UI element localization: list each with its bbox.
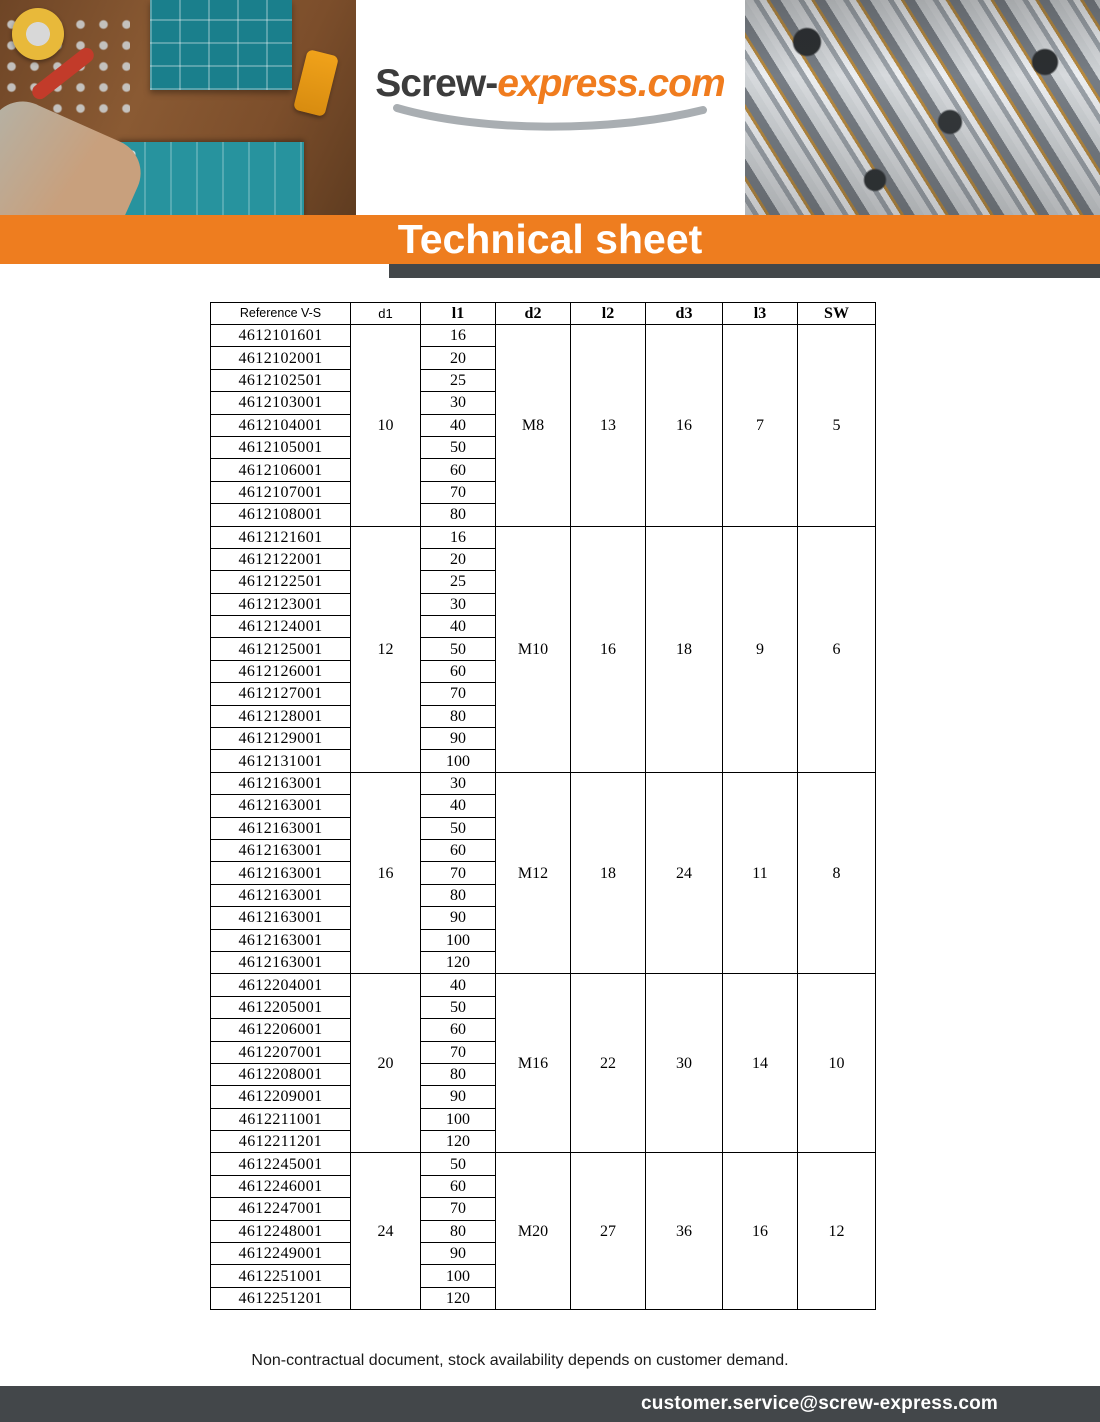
l1-cell: 120 — [421, 1287, 496, 1309]
reference-cell: 4612126001 — [211, 660, 351, 682]
column-header: d2 — [496, 303, 571, 325]
l3-cell: 7 — [723, 325, 798, 527]
spec-table-body — [211, 325, 876, 1310]
table-row — [211, 325, 876, 347]
reference-cell: 4612101601 — [211, 325, 351, 347]
l1-cell: 80 — [421, 1220, 496, 1242]
l1-cell: 30 — [421, 392, 496, 414]
sw-cell: 10 — [798, 974, 876, 1153]
l1-cell: 90 — [421, 1086, 496, 1108]
l1-cell: 80 — [421, 884, 496, 906]
l1-cell: 40 — [421, 795, 496, 817]
screws-pile-photo — [745, 0, 1100, 215]
reference-cell: 4612251001 — [211, 1265, 351, 1287]
l3-cell: 16 — [723, 1153, 798, 1310]
reference-cell: 4612129001 — [211, 728, 351, 750]
reference-cell: 4612247001 — [211, 1198, 351, 1220]
l1-cell: 70 — [421, 481, 496, 503]
column-header: d3 — [646, 303, 723, 325]
l1-cell: 80 — [421, 504, 496, 526]
workbench-photo — [0, 0, 356, 215]
header-row — [211, 303, 876, 325]
l1-cell: 80 — [421, 705, 496, 727]
reference-cell: 4612163001 — [211, 817, 351, 839]
l1-cell: 60 — [421, 459, 496, 481]
banner — [0, 215, 1100, 264]
d2-cell: M16 — [496, 974, 571, 1153]
banner-title: Technical sheet — [397, 216, 703, 262]
table-row — [211, 526, 876, 548]
l1-cell: 25 — [421, 369, 496, 391]
l1-cell: 50 — [421, 996, 496, 1018]
d2-cell: M8 — [496, 325, 571, 527]
reference-cell: 4612124001 — [211, 616, 351, 638]
reference-cell: 4612103001 — [211, 392, 351, 414]
logo-text-express: express.com — [497, 62, 725, 105]
l1-cell: 20 — [421, 548, 496, 570]
reference-cell: 4612104001 — [211, 414, 351, 436]
reference-cell: 4612163001 — [211, 839, 351, 861]
table-row — [211, 1153, 876, 1175]
l1-cell: 40 — [421, 974, 496, 996]
l1-cell: 100 — [421, 1108, 496, 1130]
d1-cell: 24 — [351, 1153, 421, 1310]
l1-cell: 60 — [421, 660, 496, 682]
reference-cell: 4612122001 — [211, 548, 351, 570]
table-row — [211, 974, 876, 996]
reference-cell: 4612163001 — [211, 795, 351, 817]
column-header: l1 — [421, 303, 496, 325]
l1-cell: 60 — [421, 1175, 496, 1197]
d2-cell: M12 — [496, 772, 571, 974]
d3-cell: 30 — [646, 974, 723, 1153]
reference-cell: 4612163001 — [211, 951, 351, 973]
l1-cell: 80 — [421, 1063, 496, 1085]
reference-cell: 4612251201 — [211, 1287, 351, 1309]
reference-cell: 4612127001 — [211, 683, 351, 705]
l1-cell: 90 — [421, 728, 496, 750]
column-header: l3 — [723, 303, 798, 325]
l1-cell: 30 — [421, 772, 496, 794]
reference-cell: 4612163001 — [211, 862, 351, 884]
column-header: Reference V-S — [211, 303, 351, 325]
l1-cell: 90 — [421, 1243, 496, 1265]
logo-text — [360, 62, 740, 106]
reference-cell: 4612204001 — [211, 974, 351, 996]
reference-cell: 4612163001 — [211, 884, 351, 906]
logo-text-screw: Screw- — [375, 62, 498, 105]
l1-cell: 70 — [421, 683, 496, 705]
reference-cell: 4612125001 — [211, 638, 351, 660]
l1-cell: 16 — [421, 325, 496, 347]
l1-cell: 50 — [421, 436, 496, 458]
bottom-bar — [0, 1386, 1100, 1422]
l1-cell: 50 — [421, 638, 496, 660]
d3-cell: 16 — [646, 325, 723, 527]
reference-cell: 4612163001 — [211, 907, 351, 929]
l2-cell: 18 — [571, 772, 646, 974]
d1-cell: 20 — [351, 974, 421, 1153]
l1-cell: 25 — [421, 571, 496, 593]
reference-cell: 4612208001 — [211, 1063, 351, 1085]
reference-cell: 4612249001 — [211, 1243, 351, 1265]
reference-cell: 4612122501 — [211, 571, 351, 593]
d3-cell: 24 — [646, 772, 723, 974]
screw-tray-decor — [118, 142, 304, 215]
customer-service-email: customer.service@screw-express.com — [641, 1393, 998, 1414]
reference-cell: 4612128001 — [211, 705, 351, 727]
d2-cell: M10 — [496, 526, 571, 772]
reference-cell: 4612209001 — [211, 1086, 351, 1108]
screw-box-decor — [150, 0, 292, 90]
l1-cell: 100 — [421, 1265, 496, 1287]
d3-cell: 36 — [646, 1153, 723, 1310]
l1-cell: 120 — [421, 1131, 496, 1153]
l2-cell: 27 — [571, 1153, 646, 1310]
l2-cell: 16 — [571, 526, 646, 772]
sw-cell: 6 — [798, 526, 876, 772]
l1-cell: 90 — [421, 907, 496, 929]
l1-cell: 50 — [421, 817, 496, 839]
l1-cell: 40 — [421, 414, 496, 436]
reference-cell: 4612163001 — [211, 929, 351, 951]
l1-cell: 100 — [421, 929, 496, 951]
banner-shadow-strip — [389, 264, 1100, 278]
sw-cell: 12 — [798, 1153, 876, 1310]
reference-cell: 4612121601 — [211, 526, 351, 548]
reference-cell: 4612107001 — [211, 481, 351, 503]
d2-cell: M20 — [496, 1153, 571, 1310]
l1-cell: 70 — [421, 1198, 496, 1220]
l1-cell: 30 — [421, 593, 496, 615]
l2-cell: 22 — [571, 974, 646, 1153]
drill-decor — [293, 49, 339, 117]
spec-table — [210, 302, 876, 1310]
l1-cell: 20 — [421, 347, 496, 369]
reference-cell: 4612123001 — [211, 593, 351, 615]
l1-cell: 16 — [421, 526, 496, 548]
disclaimer-note: Non-contractual document, stock availability depends on customer demand. — [251, 1352, 789, 1369]
measuring-tape-decor — [12, 8, 64, 60]
d3-cell: 18 — [646, 526, 723, 772]
l1-cell: 40 — [421, 616, 496, 638]
l1-cell: 120 — [421, 951, 496, 973]
column-header: SW — [798, 303, 876, 325]
l1-cell: 70 — [421, 862, 496, 884]
reference-cell: 4612131001 — [211, 750, 351, 772]
reference-cell: 4612248001 — [211, 1220, 351, 1242]
l1-cell: 50 — [421, 1153, 496, 1175]
reference-cell: 4612246001 — [211, 1175, 351, 1197]
column-header: d1 — [351, 303, 421, 325]
column-header: l2 — [571, 303, 646, 325]
l2-cell: 13 — [571, 325, 646, 527]
reference-cell: 4612205001 — [211, 996, 351, 1018]
d1-cell: 12 — [351, 526, 421, 772]
sw-cell: 5 — [798, 325, 876, 527]
logo — [360, 62, 740, 182]
l3-cell: 11 — [723, 772, 798, 974]
l3-cell: 9 — [723, 526, 798, 772]
d1-cell: 16 — [351, 772, 421, 974]
reference-cell: 4612245001 — [211, 1153, 351, 1175]
reference-cell: 4612106001 — [211, 459, 351, 481]
l1-cell: 100 — [421, 750, 496, 772]
l1-cell: 60 — [421, 839, 496, 861]
spec-table-head — [211, 303, 876, 325]
reference-cell: 4612105001 — [211, 436, 351, 458]
reference-cell: 4612163001 — [211, 772, 351, 794]
reference-cell: 4612211201 — [211, 1131, 351, 1153]
l3-cell: 14 — [723, 974, 798, 1153]
d1-cell: 10 — [351, 325, 421, 527]
sw-cell: 8 — [798, 772, 876, 974]
reference-cell: 4612108001 — [211, 504, 351, 526]
l1-cell: 60 — [421, 1019, 496, 1041]
reference-cell: 4612102501 — [211, 369, 351, 391]
reference-cell: 4612211001 — [211, 1108, 351, 1130]
reference-cell: 4612206001 — [211, 1019, 351, 1041]
l1-cell: 70 — [421, 1041, 496, 1063]
reference-cell: 4612102001 — [211, 347, 351, 369]
photo-shade-decor — [745, 0, 1100, 215]
reference-cell: 4612207001 — [211, 1041, 351, 1063]
table-row — [211, 772, 876, 794]
